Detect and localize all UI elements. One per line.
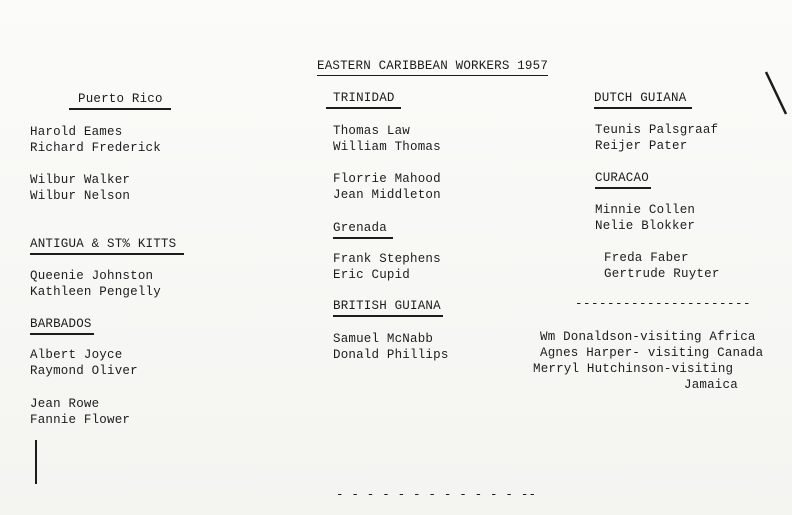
heading-puerto-rico: Puerto Rico	[69, 91, 171, 110]
name-queenie-johnston: Queenie Johnston	[30, 269, 154, 283]
name-kathleen-pengelly: Kathleen Pengelly	[30, 285, 161, 299]
heading-antigua-st-kitts: ANTIGUA & ST% KITTS	[30, 236, 184, 255]
footer-dashed-rule: - - - - - - - - - - - - --	[336, 488, 537, 502]
name-raymond-oliver: Raymond Oliver	[30, 364, 138, 378]
stray-pen-mark	[760, 68, 790, 120]
visiting-line-4: Jamaica	[684, 378, 738, 392]
name-jean-rowe: Jean Rowe	[30, 397, 100, 411]
name-fannie-flower: Fannie Flower	[30, 413, 131, 427]
name-samuel-mcnabb: Samuel McNabb	[333, 332, 434, 346]
name-teunis-palsgraaf: Teunis Palsgraaf	[595, 123, 719, 137]
name-richard-frederick: Richard Frederick	[30, 141, 161, 155]
separator-line: ----------------------	[575, 297, 752, 311]
name-florrie-mahood: Florrie Mahood	[333, 172, 441, 186]
name-thomas-law: Thomas Law	[333, 124, 411, 138]
heading-curacao: CURACAO	[595, 170, 651, 189]
name-eric-cupid: Eric Cupid	[333, 268, 411, 282]
name-william-thomas: William Thomas	[333, 140, 441, 154]
name-albert-joyce: Albert Joyce	[30, 348, 123, 362]
visiting-line-1: Wm Donaldson-visiting Africa	[540, 330, 756, 344]
name-harold-eames: Harold Eames	[30, 125, 123, 139]
name-frank-stephens: Frank Stephens	[333, 252, 441, 266]
heading-barbados: BARBADOS	[30, 316, 94, 335]
visiting-line-3: Merryl Hutchinson-visiting	[533, 362, 734, 376]
heading-dutch-guiana: DUTCH GUIANA	[594, 90, 692, 109]
name-wilbur-walker: Wilbur Walker	[30, 173, 131, 187]
name-wilbur-nelson: Wilbur Nelson	[30, 189, 131, 203]
visiting-line-2: Agnes Harper- visiting Canada	[540, 346, 764, 360]
heading-british-guiana: BRITISH GUIANA	[333, 298, 443, 317]
heading-grenada: Grenada	[333, 220, 393, 239]
heading-trinidad: TRINIDAD	[326, 90, 401, 109]
name-minnie-collen: Minnie Collen	[595, 203, 696, 217]
name-jean-middleton: Jean Middleton	[333, 188, 441, 202]
margin-bar-mark	[35, 440, 37, 484]
name-gertrude-ruyter: Gertrude Ruyter	[604, 267, 720, 281]
name-reijer-pater: Reijer Pater	[595, 139, 688, 153]
name-freda-faber: Freda Faber	[604, 251, 689, 265]
document-title: EASTERN CARIBBEAN WORKERS 1957	[317, 58, 548, 76]
name-donald-phillips: Donald Phillips	[333, 348, 449, 362]
name-nelie-blokker: Nelie Blokker	[595, 219, 696, 233]
